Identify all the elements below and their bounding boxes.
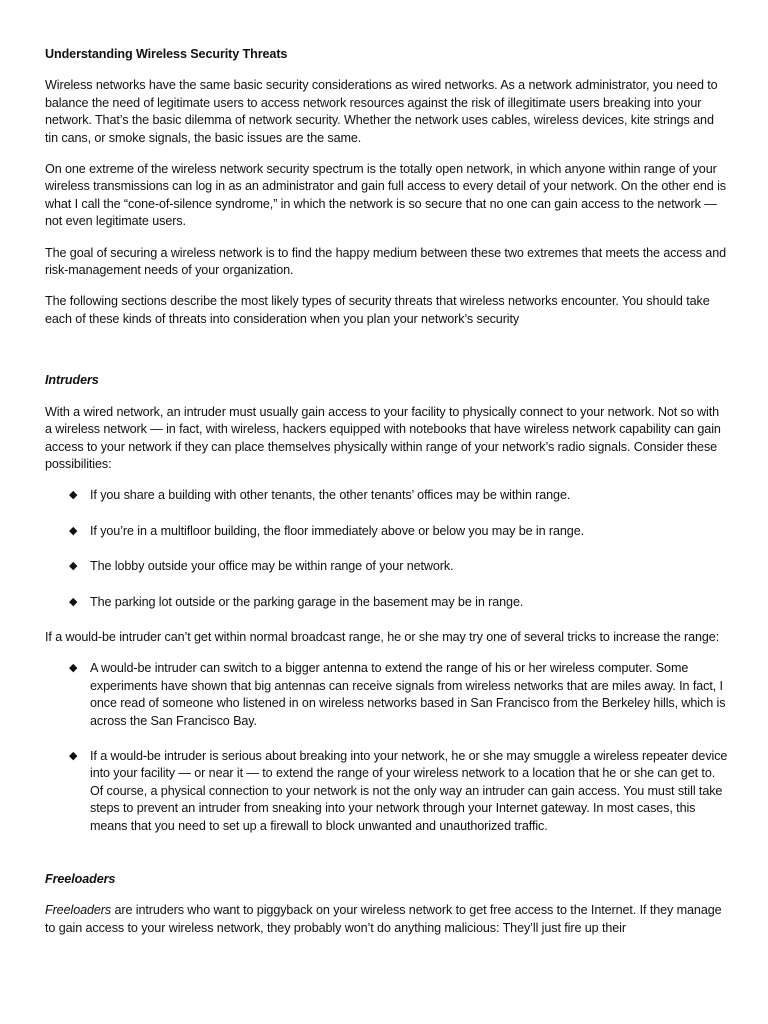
- list-item-text: If you share a building with other tenants, the other tenants’ offices may be within range.: [90, 488, 571, 503]
- section-heading-freeloaders: Freeloaders: [45, 872, 116, 886]
- freeloaders-paragraph: [45, 902, 728, 937]
- list-item: [45, 558, 728, 575]
- intro-paragraph-1: Wireless networks have the same basic security considerations as wired networks. As a network administrator, you need to balance the need of legitimate users to access network resources against the risk of illegitimate users breaking into your network. That’s the basic dilemma of network security. Whether the network uses cables, wireless devices, kite strings and tin cans, or smoke signals, the basic issues are the same.: [45, 78, 718, 145]
- list-item-text: If a would-be intruder is serious about breaking into your network, he or she may smuggle a wireless repeater device into your facility — or near it — to extend the range of your wireless network to a location that he or she can get to. Of course, a physical connection to your network is not the only way an intruder can gain access. You must still take steps to prevent an intruder from sneaking into your network through your Internet gateway. In most cases, this means that you need to set up a firewall to block unwanted and unauthorized traffic.: [90, 748, 728, 833]
- intruder-tricks-list: [45, 660, 728, 835]
- list-item: [45, 523, 728, 540]
- list-item-text: The lobby outside your office may be within range of your network.: [90, 559, 454, 574]
- diamond-bullet-icon: ◆: [69, 489, 78, 502]
- list-item-text: If you’re in a multifloor building, the floor immediately above or below you may be in range.: [90, 523, 585, 538]
- list-item-text: The parking lot outside or the parking garage in the basement may be in range.: [90, 594, 524, 609]
- diamond-bullet-icon: ◆: [69, 560, 78, 573]
- document-title: Understanding Wireless Security Threats: [45, 47, 288, 61]
- list-item: [45, 748, 728, 835]
- list-item: [45, 660, 728, 730]
- freeloaders-paragraph-text: are intruders who want to piggyback on your wireless network to get free access to the Internet. If they manage to gain access to your wireless network, they probably won’t do anything malicious: They’ll just fire up their: [45, 903, 722, 935]
- diamond-bullet-icon: ◆: [69, 524, 78, 537]
- intro-paragraph-2: On one extreme of the wireless network security spectrum is the totally open network, in which anyone within range of your wireless transmissions can log in as an administrator and gain full access to every detail of your network. On the other end is what I call the “cone-of-silence syndrome,” in which the network is so secure that no one can gain access to the network — not even legitimate users.: [45, 162, 726, 229]
- intro-paragraph-3: The goal of securing a wireless network is to find the happy medium between these two extremes that meets the access and risk-management needs of your organization.: [45, 245, 727, 278]
- diamond-bullet-icon: ◆: [69, 662, 78, 675]
- diamond-bullet-icon: ◆: [69, 595, 78, 608]
- intro-paragraph-4: The following sections describe the most likely types of security threats that wireless networks encounter. You should take each of these kinds of threats into consideration when you plan your network’s security: [45, 294, 710, 326]
- intruders-paragraph: With a wired network, an intruder must usually gain access to your facility to physically connect to your network. Not so with a wireless network — in fact, with wireless, hackers equipped with notebooks that have wireless network capability can gain access to your network if they can place themselves physically within range of your network’s radio signals. Consider these possibilities:: [45, 404, 721, 471]
- list-item: [45, 594, 728, 611]
- tricks-intro-paragraph: If a would-be intruder can’t get within normal broadcast range, he or she may try one of several tricks to increase the range:: [45, 629, 720, 644]
- list-item-text: A would-be intruder can switch to a bigger antenna to extend the range of his or her wireless computer. Some experiments have shown that big antennas can receive signals from wireless networks that are miles away. In fact, I once read of someone who listened in on wireless networks based in San Francisco from the Berkeley hills, which is across the San Francisco Bay.: [90, 661, 726, 728]
- diamond-bullet-icon: ◆: [69, 749, 78, 762]
- intruder-possibilities-list: [45, 487, 728, 611]
- freeloaders-term: Freeloaders: [45, 903, 112, 918]
- list-item: [45, 487, 728, 504]
- section-heading-intruders: Intruders: [45, 373, 99, 388]
